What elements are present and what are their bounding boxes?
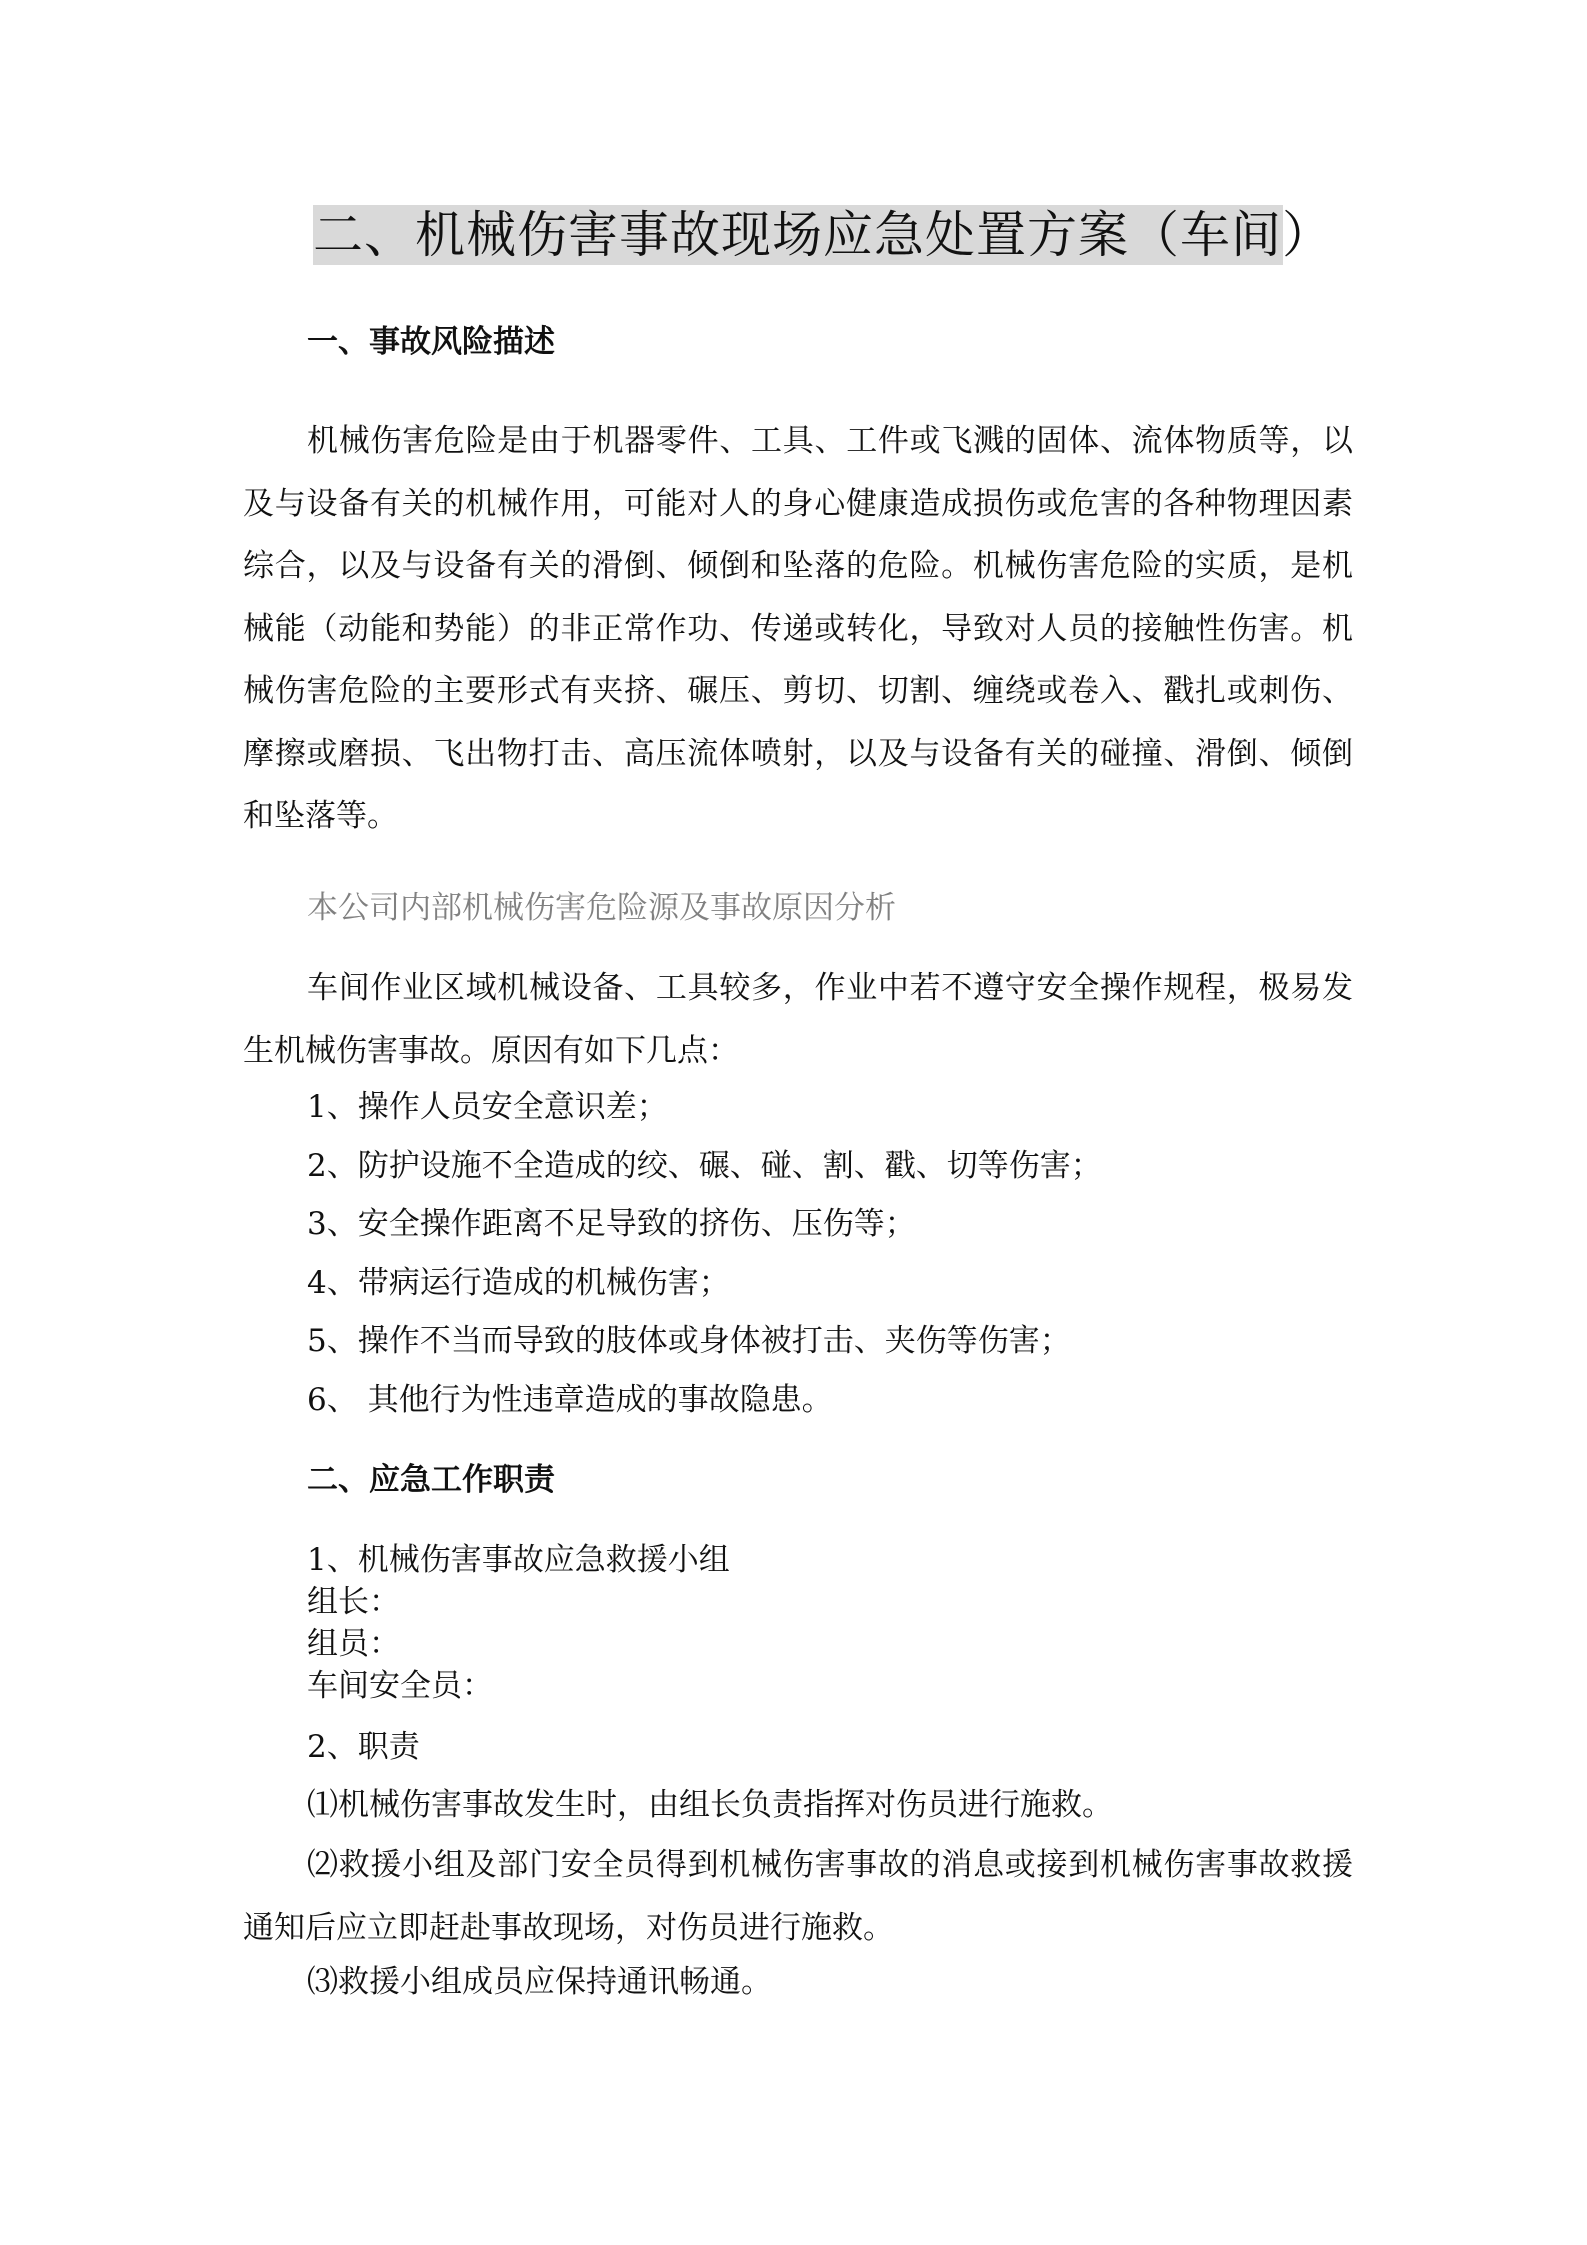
duties-title: 2、职责 — [307, 1729, 420, 1765]
cause-item-1: 1、操作人员安全意识差； — [307, 1089, 668, 1125]
safety-officer-label: 车间安全员： — [307, 1668, 493, 1704]
hazard-analysis-subheading: 本公司内部机械伤害危险源及事故原因分析 — [307, 890, 896, 926]
risk-description-paragraph: 机械伤害危险是由于机器零件、工具、工件或飞溅的固体、流体物质等，以及与设备有关的机械作用，可能对人的身心健康造成损伤或危害的各种物理因素综合，以及与设备有关的滑倒、倾倒和坠落的危险。机械伤害危险的实质，是机械能（动能和势能）的非正常作功、传递或转化，导致对人员的接触性伤害。机械伤害危险的主要形式有夹挤、碾压、剪切、切割、缠绕或卷入、戳扎或刺伤、摩擦或磨损、飞出物打击、高压流体喷射，以及与设备有关的碰撞、滑倒、倾倒和坠落等。 — [243, 423, 1353, 834]
cause-item-3: 3、安全操作距离不足导致的挤伤、压伤等； — [307, 1206, 916, 1242]
cause-item-6: 6、 其他行为性违章造成的事故隐患。 — [307, 1382, 833, 1418]
duty-item-2: ⑵救援小组及部门安全员得到机械伤害事故的消息或接到机械伤害事故救援通知后应立即赶赴事故现场，对伤员进行施救。 — [243, 1847, 1353, 1946]
section-heading-risk: 一、事故风险描述 — [307, 324, 555, 360]
duty-item-1: ⑴机械伤害事故发生时，由组长负责指挥对伤员进行施救。 — [307, 1787, 1113, 1823]
rescue-group-title: 1、机械伤害事故应急救援小组 — [307, 1542, 730, 1578]
group-leader-label: 组长： — [307, 1584, 400, 1620]
section-heading-duties: 二、应急工作职责 — [307, 1462, 555, 1498]
cause-item-5: 5、操作不当而导致的肢体或身体被打击、夹伤等伤害； — [307, 1323, 1071, 1359]
document-title: 二、机械伤害事故现场应急处置方案（车间） — [313, 206, 1333, 264]
cause-item-2: 2、防护设施不全造成的绞、碾、碰、割、戳、切等伤害； — [307, 1148, 1102, 1184]
hazard-analysis-paragraph: 车间作业区域机械设备、工具较多，作业中若不遵守安全操作规程，极易发生机械伤害事故。原因有如下几点： — [243, 970, 1353, 1069]
duty-item-3: ⑶救援小组成员应保持通讯畅通。 — [307, 1964, 772, 2000]
cause-item-4: 4、带病运行造成的机械伤害； — [307, 1265, 730, 1301]
group-members-label: 组员： — [307, 1626, 400, 1662]
